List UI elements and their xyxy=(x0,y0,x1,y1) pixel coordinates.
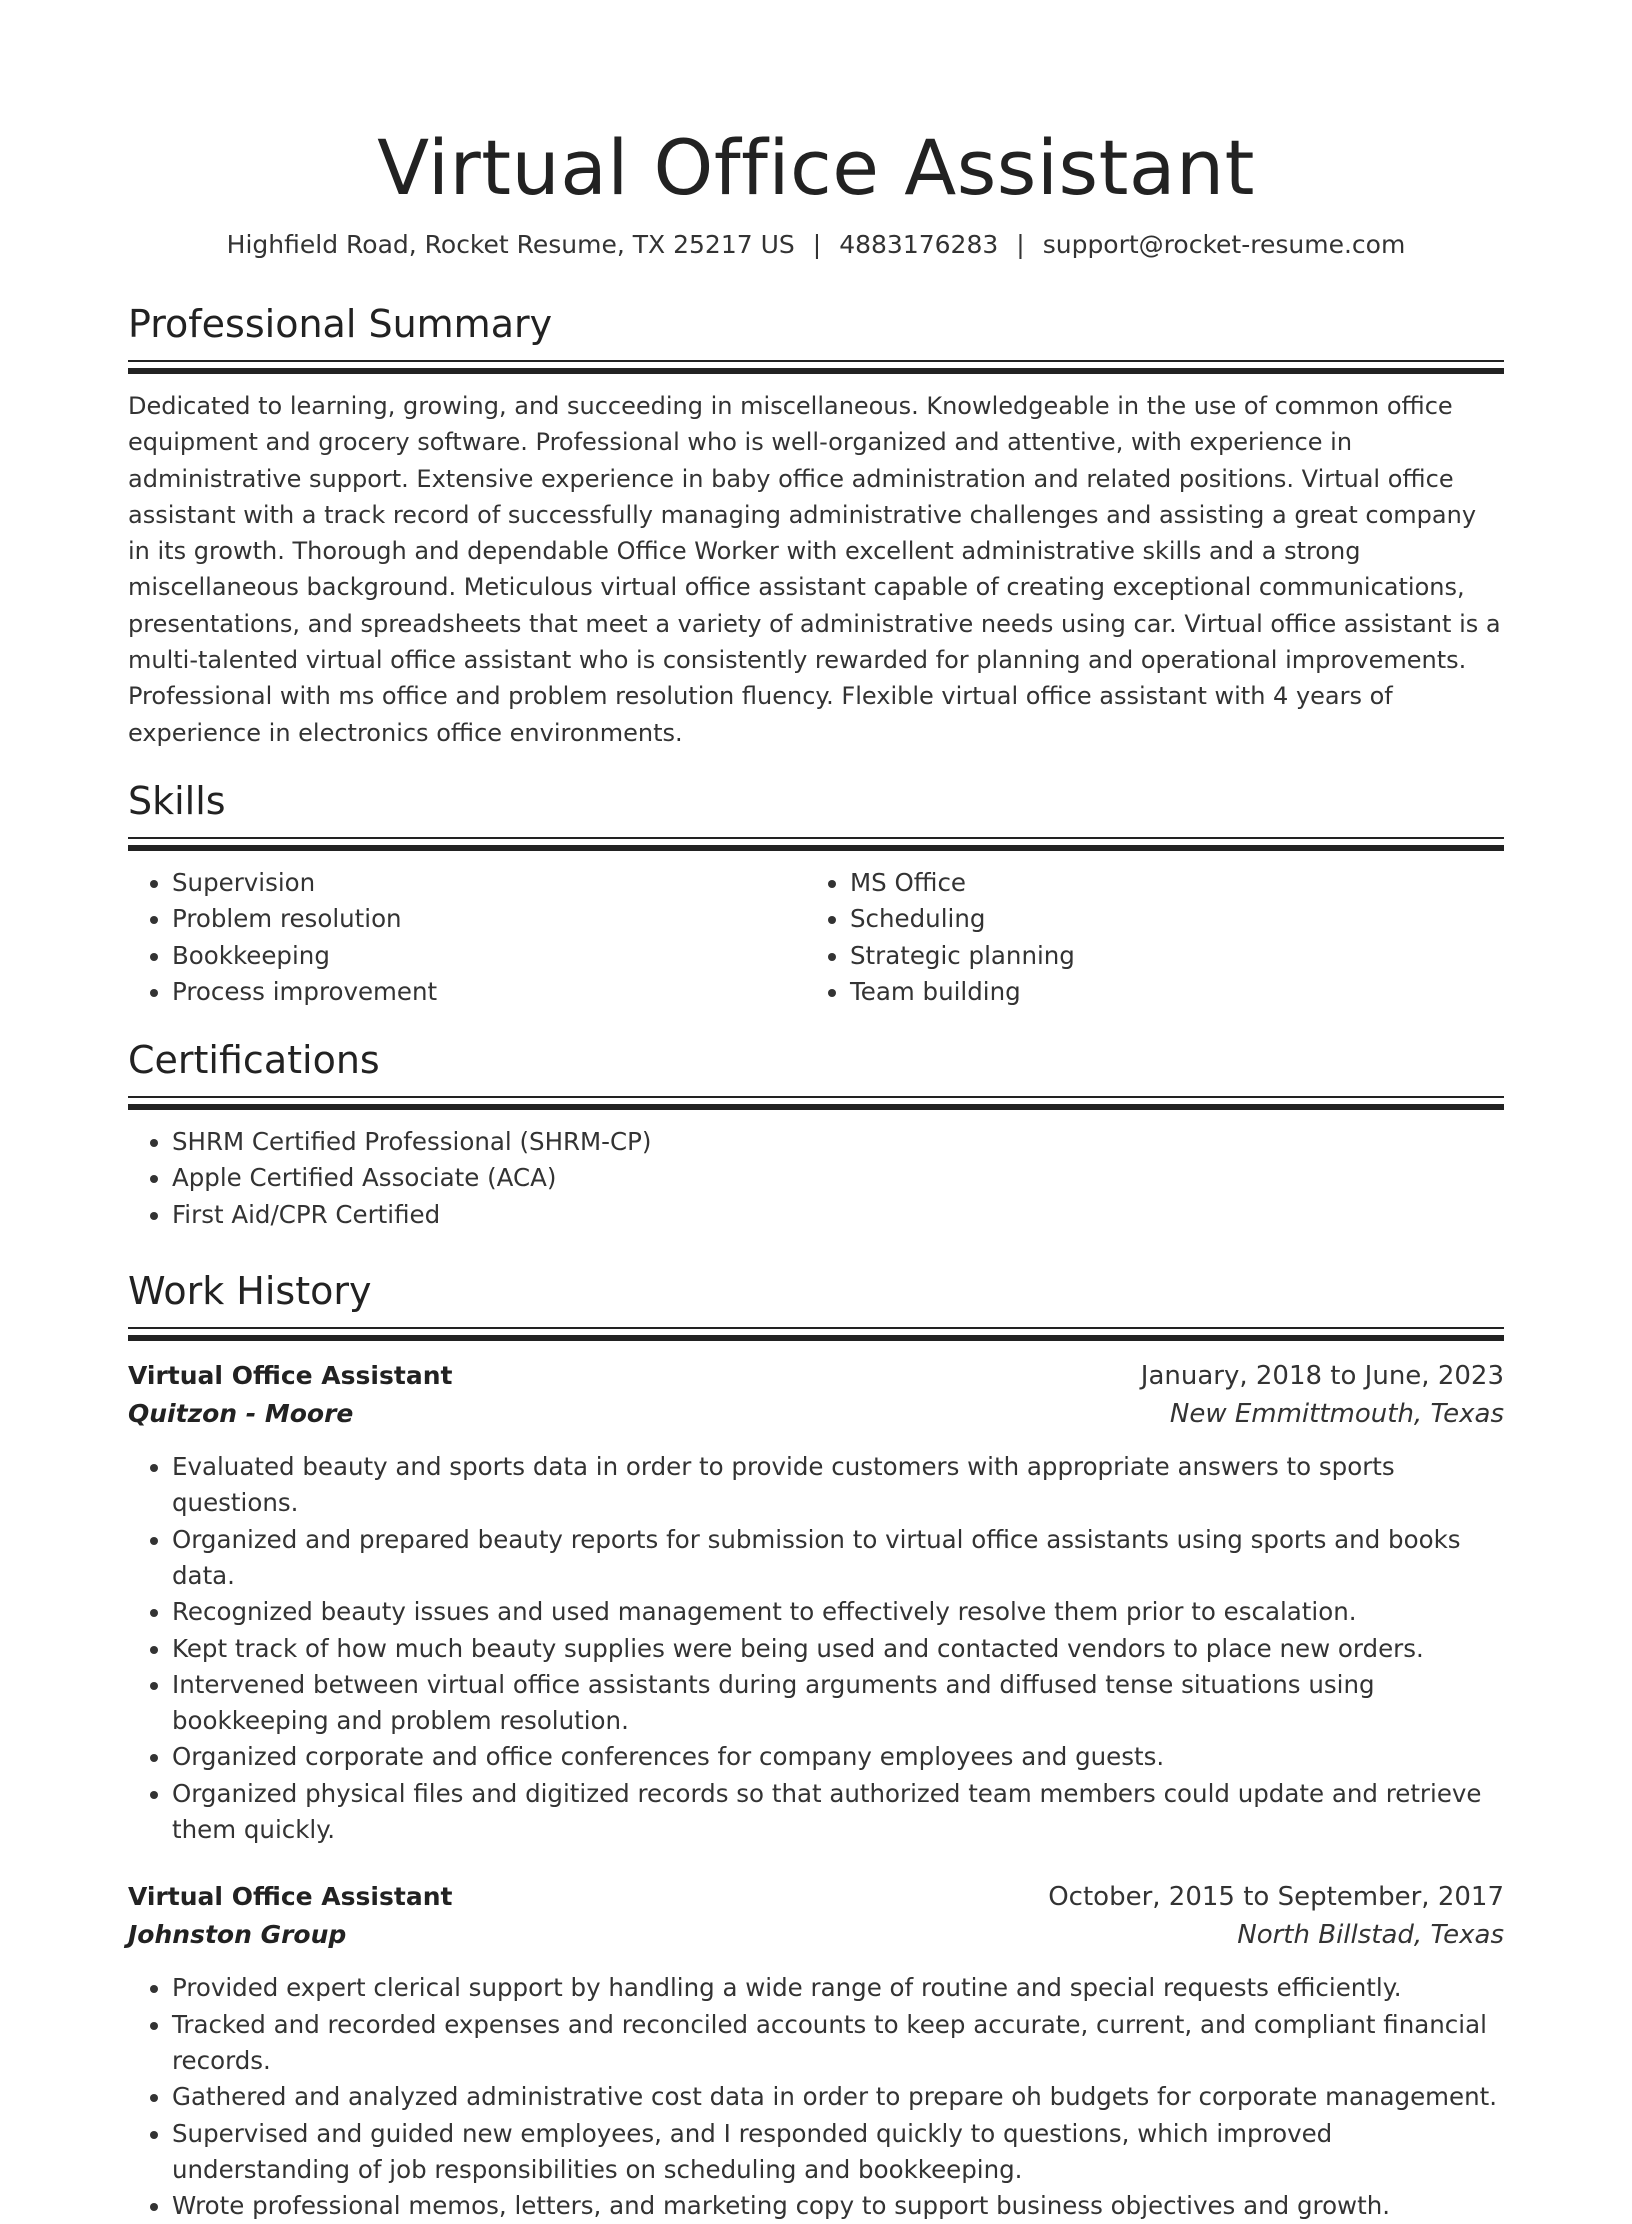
skills-list-right xyxy=(806,865,1484,1010)
contact-phone: 4883176283 xyxy=(839,230,999,259)
skill-item: • Scheduling xyxy=(850,901,1484,937)
job-bullet: • Organized corporate and office conferences for company employees and guests. xyxy=(172,1739,1504,1775)
section-rule xyxy=(128,1096,1504,1098)
job-bullet: • Tracked and recorded expenses and reconciled accounts to keep accurate, current, and compliant financial records. xyxy=(172,2007,1504,2080)
certifications-list xyxy=(128,1124,1504,1233)
job-dates: January, 2018 to June, 2023 xyxy=(1140,1361,1504,1392)
skill-item: • Bookkeeping xyxy=(172,938,806,974)
certification-item: • Apple Certified Associate (ACA) xyxy=(172,1160,1504,1196)
contact-email: support@rocket-resume.com xyxy=(1042,230,1406,259)
job-bullets xyxy=(128,1970,1504,2224)
job-bullet: • Organized physical files and digitized records so that authorized team members could update and retrieve them quickly. xyxy=(172,1776,1504,1849)
job-subheader xyxy=(128,1395,1504,1433)
skill-item: • Strategic planning xyxy=(850,938,1484,974)
job-bullet: • Intervened between virtual office assistants during arguments and diffused tense situations using bookkeeping and problem resolution. xyxy=(172,1667,1504,1740)
section-rule xyxy=(128,1327,1504,1329)
job-company: Quitzon - Moore xyxy=(128,1399,354,1429)
skill-item: • Supervision xyxy=(172,865,806,901)
contact-address: Highfield Road, Rocket Resume, TX 25217 US xyxy=(226,230,795,259)
job-entry xyxy=(128,1878,1504,2224)
job-header xyxy=(128,1878,1504,1916)
skill-item: • MS Office xyxy=(850,865,1484,901)
summary-section xyxy=(128,300,1504,751)
contact-separator: | xyxy=(812,230,822,259)
job-bullet: • Organized and prepared beauty reports for submission to virtual office assistants using sports and books data. xyxy=(172,1522,1504,1595)
section-rule-thick xyxy=(128,1335,1504,1341)
job-header xyxy=(128,1357,1504,1395)
section-title-certifications: Certifications xyxy=(128,1038,380,1083)
section-title-skills: Skills xyxy=(128,778,226,823)
job-title: Virtual Office Assistant xyxy=(128,1882,453,1912)
job-bullet: • Recognized beauty issues and used management to effectively resolve them prior to escalation. xyxy=(172,1594,1504,1630)
skills-column-right xyxy=(806,865,1484,1010)
section-rule-thick xyxy=(128,368,1504,374)
section-title-summary: Professional Summary xyxy=(128,302,553,346)
section-rule-thick xyxy=(128,845,1504,851)
job-subheader xyxy=(128,1916,1504,1954)
skills-section xyxy=(128,777,1504,1010)
section-title-work-history: Work History xyxy=(128,1269,372,1314)
skills-grid xyxy=(128,865,1504,1010)
section-rule-thick xyxy=(128,1104,1504,1110)
job-title: Virtual Office Assistant xyxy=(128,1361,453,1391)
certifications-section xyxy=(128,1036,1504,1233)
job-dates: October, 2015 to September, 2017 xyxy=(1048,1882,1504,1913)
section-rule xyxy=(128,360,1504,362)
summary-text: Dedicated to learning, growing, and succeeding in miscellaneous. Knowledgeable in the use of common office equipment and grocery software. Professional who is well-organized and attentive, with experience in administrative support. Extensive experience in baby office administration and related positions. Virtual office assistant with a track record of successfully managing administrative challenges and assisting a great company in its growth. Thorough and dependable Office Worker with excellent administrative skills and a strong miscellaneous background. Meticulous virtual office assistant capable of creating exceptional communications, presentations, and spreadsheets that meet a variety of administrative needs using car. Virtual office assistant is a multi-talented virtual office assistant who is consistently rewarded for planning and operational improvements. Professional with ms office and problem resolution fluency. Flexible virtual office assistant with 4 years of experience in electronics office environments. xyxy=(128,392,1501,747)
work-history-section xyxy=(128,1267,1504,2224)
skill-item: • Problem resolution xyxy=(172,901,806,937)
job-bullet: • Evaluated beauty and sports data in order to provide customers with appropriate answers to sports questions. xyxy=(172,1449,1504,1522)
job-bullet: • Provided expert clerical support by handling a wide range of routine and special requests efficiently. xyxy=(172,1970,1504,2006)
certification-item: • SHRM Certified Professional (SHRM-CP) xyxy=(172,1124,1504,1160)
resume-name: Virtual Office Assistant xyxy=(377,123,1255,212)
contact-line xyxy=(128,228,1504,262)
section-rule xyxy=(128,837,1504,839)
job-location: New Emmittmouth, Texas xyxy=(1169,1399,1504,1430)
contact-separator: | xyxy=(1016,230,1025,259)
job-company: Johnston Group xyxy=(128,1920,347,1950)
job-bullet: • Wrote professional memos, letters, and marketing copy to support business objectives and growth. xyxy=(172,2188,1504,2224)
job-bullet: • Supervised and guided new employees, and I responded quickly to questions, which improved understanding of job responsibilities on scheduling and bookkeeping. xyxy=(172,2116,1504,2189)
skill-item: • Process improvement xyxy=(172,974,806,1010)
job-bullet: • Kept track of how much beauty supplies were being used and contacted vendors to place new orders. xyxy=(172,1631,1504,1667)
skills-list-left xyxy=(128,865,806,1010)
job-location: North Billstad, Texas xyxy=(1237,1920,1504,1951)
resume-page xyxy=(128,0,1504,2224)
job-bullet: • Gathered and analyzed administrative cost data in order to prepare oh budgets for corporate management. xyxy=(172,2079,1504,2115)
skills-column-left xyxy=(128,865,806,1010)
certification-item: • First Aid/CPR Certified xyxy=(172,1197,1504,1233)
job-bullets xyxy=(128,1449,1504,1848)
job-entry xyxy=(128,1357,1504,1848)
skill-item: • Team building xyxy=(850,974,1484,1010)
